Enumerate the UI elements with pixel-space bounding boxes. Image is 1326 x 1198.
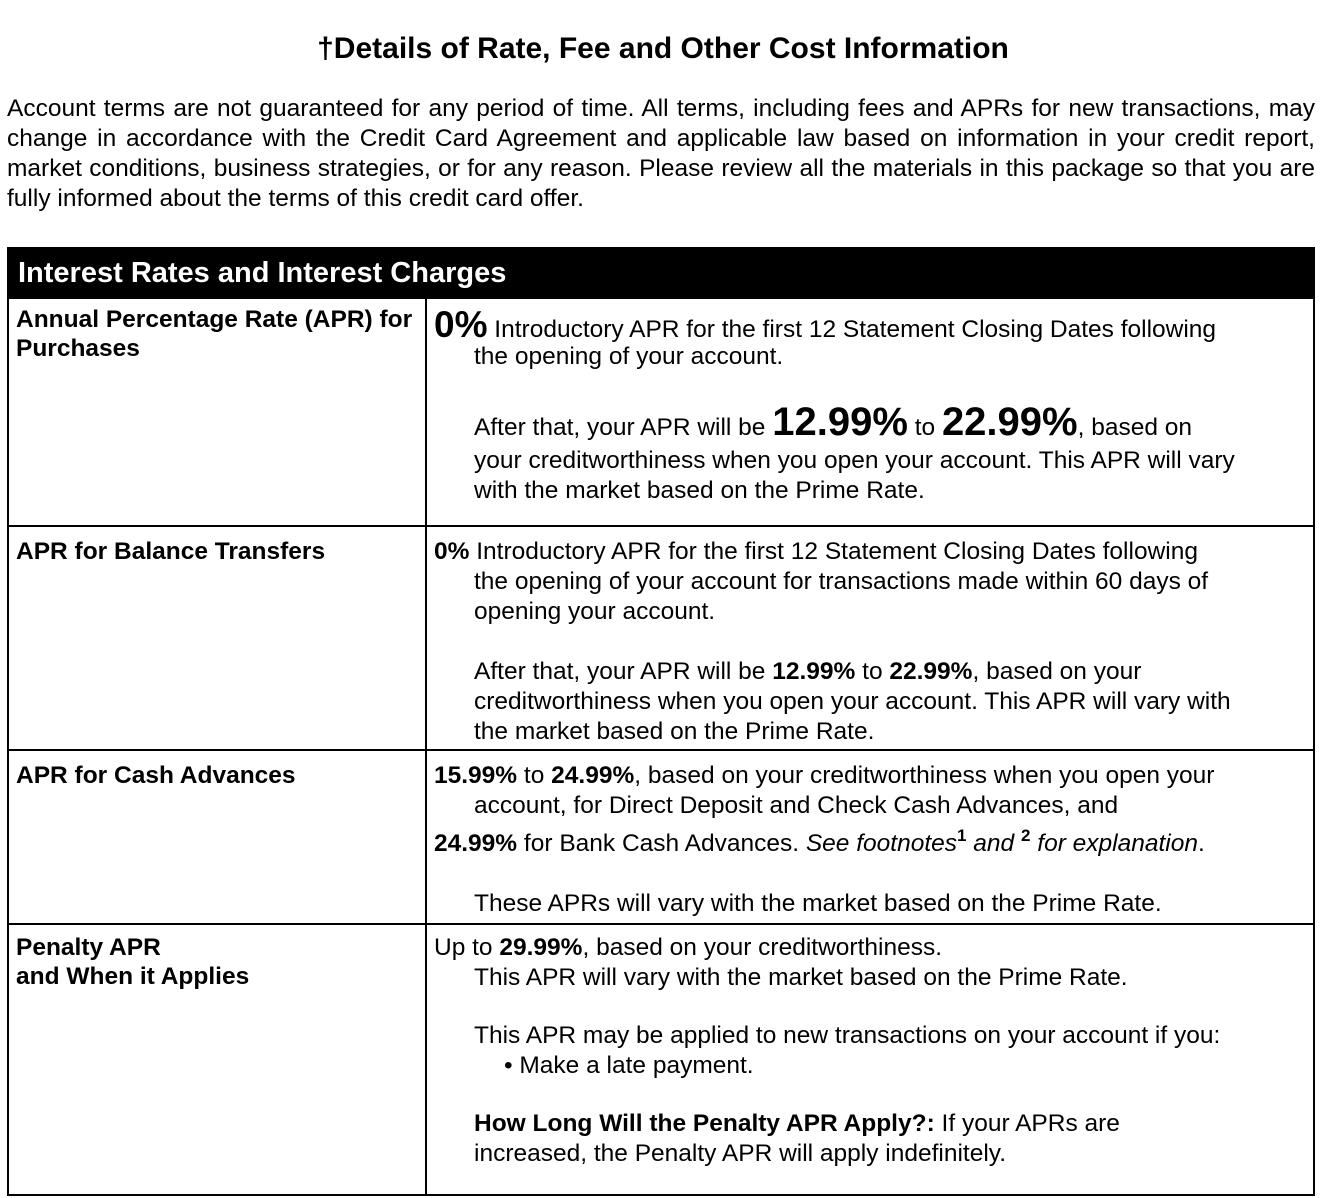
balance-intro-text-1: Introductory APR for the first 12 Statement Closing Dates following [469,538,1198,565]
purchases-intro-text-1: Introductory APR for the first 12 Statement Closing Dates following [487,316,1217,343]
row-balance-transfers [9,525,1313,751]
balance-rate-low: 12.99% [772,658,856,685]
balance-to: to [855,658,890,685]
cash-period: . [1198,830,1205,857]
penalty-rate-line [434,933,1314,963]
cash-advances-label: APR for Cash Advances [16,762,296,789]
page-title: †Details of Rate, Fee and Other Cost Information [317,32,1009,65]
cash-rate-high: 24.99% [551,762,635,789]
penalty-vary-text: This APR will vary with the market based on the Prime Rate. [474,964,1128,991]
penalty-how-long-label: How Long Will the Penalty APR Apply?: [474,1110,935,1137]
purchases-label: Annual Percentage Rate (APR) for Purchases [16,306,413,362]
cash-bank-rate: 24.99% [434,830,518,857]
row-penalty-apr [9,923,1313,1196]
purchases-after-suffix-2: your creditworthiness when you open your account. This APR will vary [474,447,1235,474]
penalty-how-long-text-1: If your APRs are [934,1110,1120,1137]
cash-for-explanation: for explanation [1030,830,1198,857]
purchases-after-suffix-1: , based on [1077,414,1193,441]
interest-rates-table [7,247,1315,1196]
balance-intro-text-2: the opening of your account for transactions made within 60 days of [474,568,1209,595]
row-purchases [9,299,1313,527]
purchases-rate-high: 22.99% [941,400,1078,444]
cash-rate-low: 15.99% [434,762,518,789]
balance-rate-high: 22.99% [889,658,973,685]
cash-line-1 [434,761,1314,791]
cash-advances-content [434,761,1314,919]
cash-text-1: , based on your creditworthiness when you open your [634,762,1215,789]
table-header: Interest Rates and Interest Charges [9,249,1313,299]
balance-intro-text-3: opening your account. [474,598,716,625]
penalty-bullet-late-payment: • Make a late payment. [504,1052,754,1079]
footnote-2-marker: 2 [1021,826,1031,845]
intro-paragraph: Account terms are not guaranteed for any period of time. All terms, including fees and APRs for new transactions, may change in accordance with the Credit Card Agreement and applicable law based on information in your credit report, market conditions, business strategies, or for any reason. Please review all the materials in this package so that you are fully informed about the terms of this credit card offer. [7,95,1315,212]
cash-and: and [966,830,1021,857]
balance-transfers-label: APR for Balance Transfers [16,538,326,565]
balance-after-suffix-1: , based on your [972,658,1142,685]
balance-after-suffix-2: creditworthiness when you open your account. This APR will vary with [474,688,1231,715]
purchases-rate-low: 12.99% [772,400,908,444]
penalty-content [434,933,1314,1169]
cash-see-footnotes: See footnotes [805,830,958,857]
penalty-label-line-1: Penalty APR [16,934,161,961]
penalty-up-to: Up to [434,934,500,961]
penalty-applied-text: This APR may be applied to new transactions on your account if you: [474,1022,1221,1049]
purchases-after-prefix: After that, your APR will be [474,414,773,441]
row-cash-advances [9,749,1313,925]
penalty-how-long-text-2: increased, the Penalty APR will apply indefinitely. [474,1140,1007,1167]
cash-bank-text: for Bank Cash Advances. [517,830,806,857]
footnote-1-marker: 1 [957,826,967,845]
purchases-content [434,304,1314,506]
cash-text-2: account, for Direct Deposit and Check Cash Advances, and [474,792,1119,819]
penalty-rate-suffix: , based on your creditworthiness. [582,934,943,961]
balance-after-suffix-3: the market based on the Prime Rate. [474,718,875,745]
cash-vary-text: These APRs will vary with the market based on the Prime Rate. [474,890,1162,917]
balance-after-prefix: After that, your APR will be [474,658,773,685]
balance-intro-line [434,537,1314,567]
purchases-after-line [434,400,1314,450]
balance-intro-rate: 0% [434,538,470,565]
cash-bank-line [434,826,1314,859]
balance-after-line [434,657,1314,687]
penalty-label [16,933,416,991]
penalty-rate: 29.99% [499,934,583,961]
penalty-how-long-line [434,1109,1314,1139]
purchases-intro-text-2: the opening of your account. [474,343,784,370]
purchases-to: to [907,414,942,441]
penalty-label-line-2: and When it Applies [16,963,250,990]
purchases-intro-rate: 0% [434,304,488,345]
cash-to: to [517,762,552,789]
balance-transfers-content [434,537,1314,747]
purchases-after-suffix-3: with the market based on the Prime Rate. [474,477,925,504]
